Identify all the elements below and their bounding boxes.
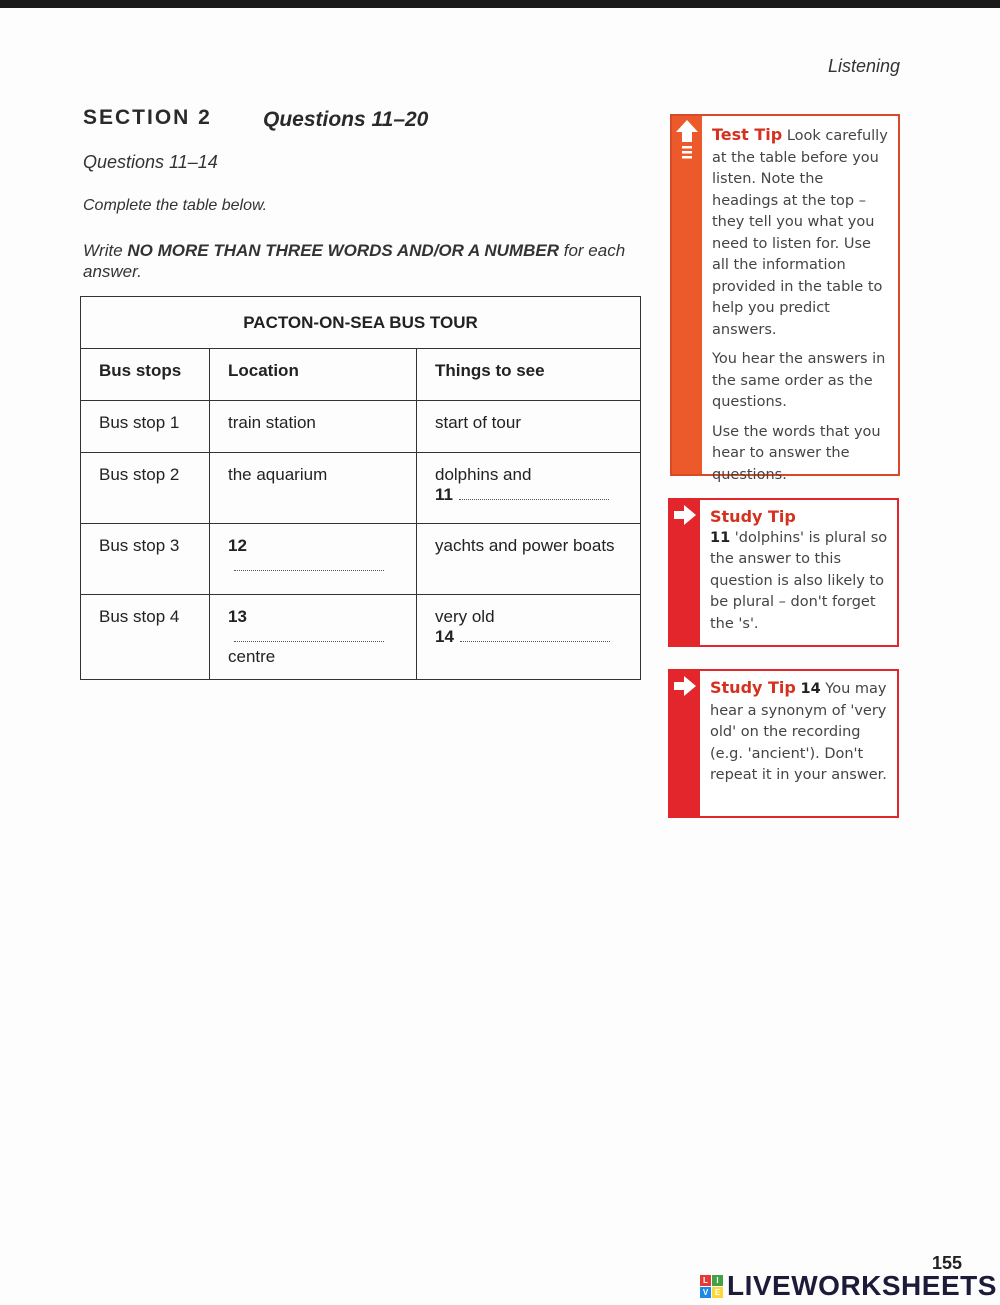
study-tip-number: 14 [800, 681, 821, 697]
right-arrow-icon [670, 500, 700, 530]
bus-tour-table [80, 296, 641, 680]
logo-mark-letter: E [712, 1287, 723, 1298]
table-row [81, 401, 641, 453]
test-tip-p1: Look carefully at the table before you listen. Note the headings at the top – they tell you what you need to listen for. Use all the information provided in the table to help you predict answers. [712, 128, 888, 338]
study-tip-bar [670, 500, 700, 645]
question-number: 13 [228, 607, 247, 626]
question-number: 12 [228, 536, 247, 555]
test-tip-box [670, 114, 900, 483]
answer-blank-11[interactable] [459, 487, 609, 500]
logo-mark-icon [700, 1275, 723, 1298]
page-number: 155 [932, 1253, 963, 1273]
study-tip-box-11 [668, 498, 899, 647]
instruction-post: for each answer. [83, 241, 626, 281]
study-tip-bar [670, 671, 700, 816]
cell-stop: Bus stop 1 [81, 401, 210, 453]
study-tip-box-14 [668, 669, 899, 818]
cell-see: yachts and power boats [417, 524, 641, 595]
table-row [81, 453, 641, 524]
logo-mark-letter: I [712, 1275, 723, 1286]
header-things-to-see: Things to see [417, 349, 641, 401]
study-tip-title: Study Tip [710, 678, 796, 697]
logo-mark-letter: L [700, 1275, 711, 1286]
test-tip-p3: Use the words that you hear to answer the questions. [712, 423, 881, 483]
cell-see: start of tour [417, 401, 641, 453]
study-tip-body: You may hear a synonym of 'very old' on the recording (e.g. 'ancient'). Don't repeat it in your answer. [710, 681, 887, 783]
answer-blank-13[interactable] [234, 629, 384, 642]
running-head: Listening [828, 56, 901, 76]
instruction-complete: Complete the table below. [83, 197, 268, 214]
test-tip-text [712, 124, 890, 494]
cell-stop: Bus stop 2 [81, 453, 210, 524]
top-border [0, 0, 1000, 8]
cell-see [417, 453, 641, 524]
table-caption: PACTON-ON-SEA BUS TOUR [81, 297, 641, 349]
question-number: 11 [435, 485, 453, 504]
cell-see [417, 595, 641, 680]
test-tip-title: Test Tip [712, 125, 783, 144]
instruction-pre: Write [83, 241, 128, 260]
question-range: Questions 11–14 [83, 152, 218, 172]
study-tip-text [710, 506, 889, 635]
header-location: Location [210, 349, 417, 401]
logo-mark-letter: V [700, 1287, 711, 1298]
logo-text: LIVEWORKSHEETS [727, 1270, 997, 1301]
header-bus-stops: Bus stops [81, 349, 210, 401]
cell-location [210, 595, 417, 680]
answer-blank-14[interactable] [460, 629, 610, 642]
instruction-word-limit [83, 240, 643, 282]
cell-stop: Bus stop 3 [81, 524, 210, 595]
answer-blank-12[interactable] [234, 558, 384, 571]
instruction-bold: NO MORE THAN THREE WORDS AND/OR A NUMBER [127, 241, 559, 260]
section-label: SECTION 2 [83, 106, 212, 129]
study-tip-number: 11 [710, 529, 731, 546]
question-number: 14 [435, 627, 454, 646]
liveworksheets-logo [700, 1270, 997, 1302]
cell-stop: Bus stop 4 [81, 595, 210, 680]
up-arrow-icon [672, 116, 702, 176]
test-tip-bar [672, 116, 702, 474]
cell-location [210, 524, 417, 595]
test-tip-p2: You hear the answers in the same order as the questions. [712, 351, 886, 410]
table-row [81, 524, 641, 595]
table-row [81, 595, 641, 680]
cell-location: the aquarium [210, 453, 417, 524]
right-arrow-icon [670, 671, 700, 701]
location-after: centre [228, 647, 276, 666]
see-text: very old [435, 607, 495, 626]
section-questions: Questions 11–20 [263, 108, 429, 131]
study-tip-title: Study Tip [710, 507, 796, 526]
study-tip-body: 'dolphins' is plural so the answer to this question is also likely to be plural – don't forget the 's'. [710, 529, 888, 632]
see-text: dolphins and [435, 465, 532, 484]
study-tip-text [710, 677, 889, 787]
cell-location: train station [210, 401, 417, 453]
